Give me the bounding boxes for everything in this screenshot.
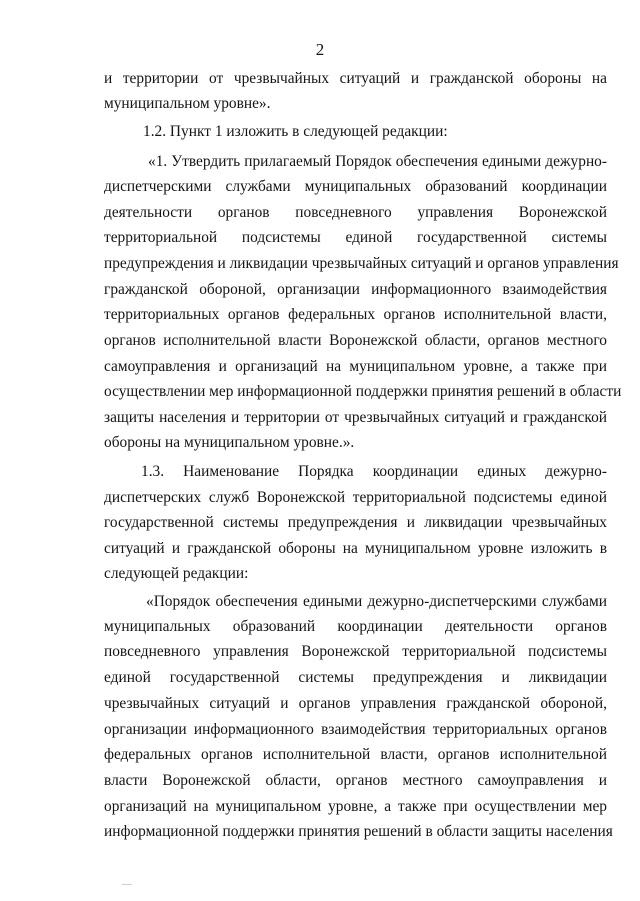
text-line: муниципальных образований координации деятельности органов bbox=[104, 618, 607, 635]
text-line: «1. Утвердить прилагаемый Порядок обеспечения едиными дежурно- bbox=[148, 153, 607, 170]
text-line: повседневного управления Воронежской территориальной подсистемы bbox=[104, 643, 607, 660]
text-line: власти Воронежской области, органов местного самоуправления и bbox=[104, 772, 607, 789]
text-line: органов исполнительной власти Воронежской области, органов местного bbox=[104, 332, 607, 349]
text-line: защиты населения и территории от чрезвычайных ситуаций и гражданской bbox=[104, 409, 607, 426]
text-line: единой государственной системы предупреждения и ликвидации bbox=[104, 669, 607, 686]
text-line: информационной поддержки принятия решений в области защиты населения bbox=[104, 823, 613, 840]
page-number: 2 bbox=[315, 40, 325, 59]
text-line: следующей редакции: bbox=[104, 565, 249, 582]
text-line: диспетчерских служб Воронежской территориальной подсистемы единой bbox=[104, 489, 607, 506]
text-line: организации информационного взаимодействия территориальных органов bbox=[104, 721, 607, 738]
scan-artifact bbox=[122, 884, 132, 885]
text-line: «Порядок обеспечения едиными дежурно-диспетчерскими службами bbox=[146, 593, 607, 610]
text-line: организаций на муниципальном уровне, а также при осуществлении мер bbox=[104, 798, 607, 815]
text-line: федеральных органов исполнительной власти, органов исполнительной bbox=[104, 746, 607, 763]
clause-heading: 1.2. Пункт 1 изложить в следующей редакции: bbox=[143, 123, 448, 140]
text-line: обороны на муниципальном уровне.». bbox=[104, 434, 355, 451]
text-line: территориальной подсистемы единой государственной системы bbox=[104, 229, 607, 246]
text-line: территориальных органов федеральных органов исполнительной власти, bbox=[104, 306, 607, 323]
text-line: и территории от чрезвычайных ситуаций и гражданской обороны на bbox=[104, 70, 607, 87]
text-line: самоуправления и организаций на муниципальном уровне, а также при bbox=[104, 358, 607, 375]
text-line: гражданской обороной, организации информационного взаимодействия bbox=[104, 281, 607, 298]
text-line: диспетчерскими службами муниципальных образований координации bbox=[104, 178, 607, 195]
text-line: государственной системы предупреждения и ликвидации чрезвычайных bbox=[104, 514, 607, 531]
text-line: ситуаций и гражданской обороны на муниципальном уровне изложить в bbox=[104, 540, 607, 557]
text-line: осуществлении мер информационной поддержки принятия решений в области bbox=[104, 383, 622, 400]
text-line: чрезвычайных ситуаций и органов управления гражданской обороной, bbox=[104, 695, 607, 712]
text-line: предупреждения и ликвидации чрезвычайных ситуаций и органов управления bbox=[104, 255, 619, 272]
clause-heading: 1.3. Наименование Порядка координации единых дежурно- bbox=[141, 463, 607, 480]
text-line: муниципальном уровне». bbox=[104, 95, 271, 112]
text-line: деятельности органов повседневного управления Воронежской bbox=[104, 204, 607, 221]
